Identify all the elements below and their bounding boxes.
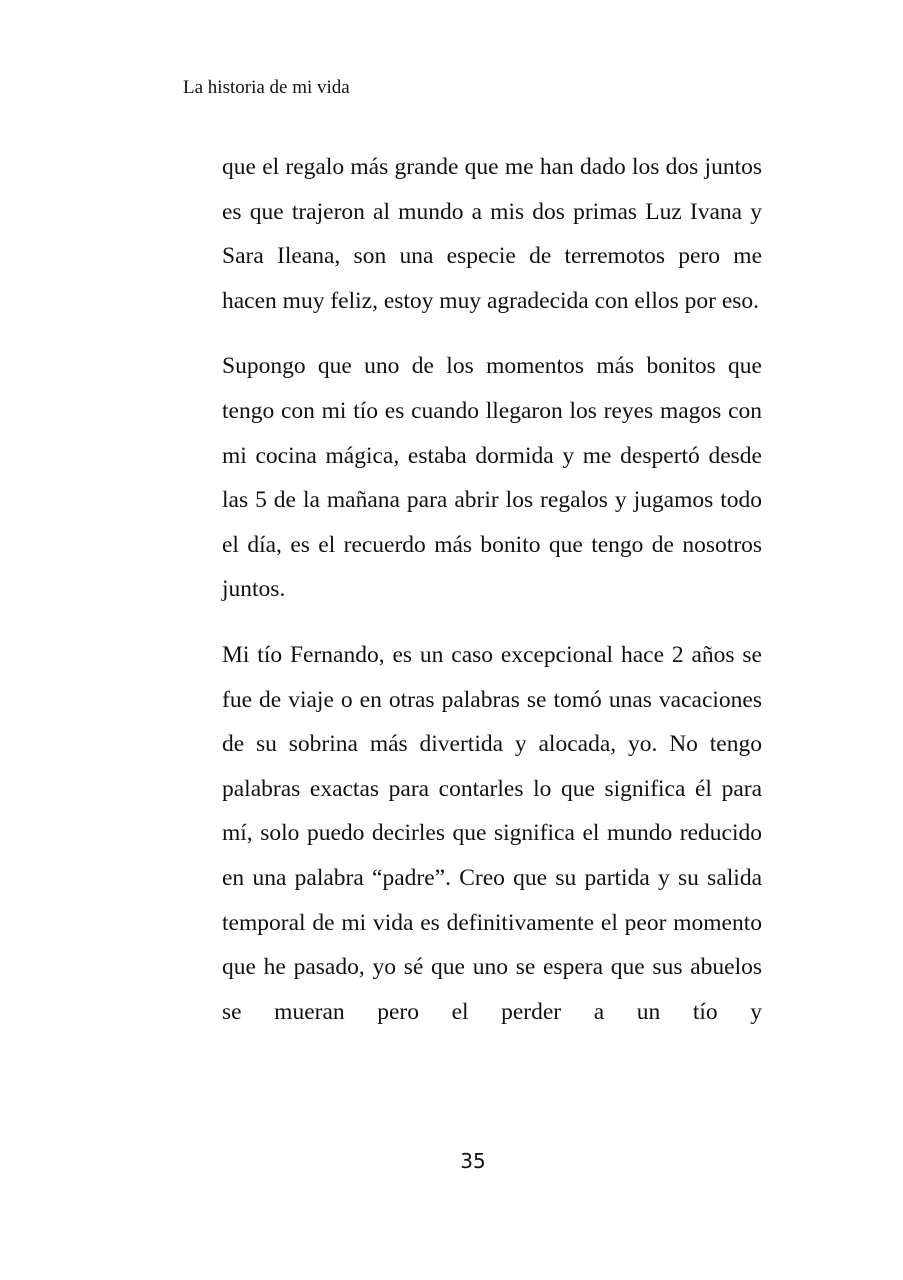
body-text — [222, 145, 762, 1055]
running-header: La historia de mi vida — [183, 77, 350, 98]
paragraph: que el regalo más grande que me han dado los dos juntos es que trajeron al mundo a mis dos primas Luz Ivana y Sara Ileana, son una especie de terremotos pero me hacen muy feliz, estoy muy agradecida con ellos por eso. — [222, 154, 762, 314]
paragraph: Mi tío Fernando, es un caso excepcional hace 2 años se fue de viaje o en otras palabras se tomó unas vacaciones de su sobrina más divertida y alocada, yo. No tengo palabras exactas para contarles lo que significa él para mí, solo puedo decirles que significa el mundo reducido en una palabra “padre”. Creo que su partida y su salida temporal de mi vida es definitivamente el peor momento que he pasado, yo sé que uno se espera que sus abuelos se mueran pero el perder a un tío y — [222, 641, 762, 1025]
page-number: 35 — [460, 1149, 486, 1173]
paragraph: Supongo que uno de los momentos más bonitos que tengo con mi tío es cuando llegaron los reyes magos con mi cocina mágica, estaba dormida y me despertó desde las 5 de la mañana para abrir los regalos y jugamos todo el día, es el recuerdo más bonito que tengo de nosotros juntos. — [222, 353, 762, 603]
